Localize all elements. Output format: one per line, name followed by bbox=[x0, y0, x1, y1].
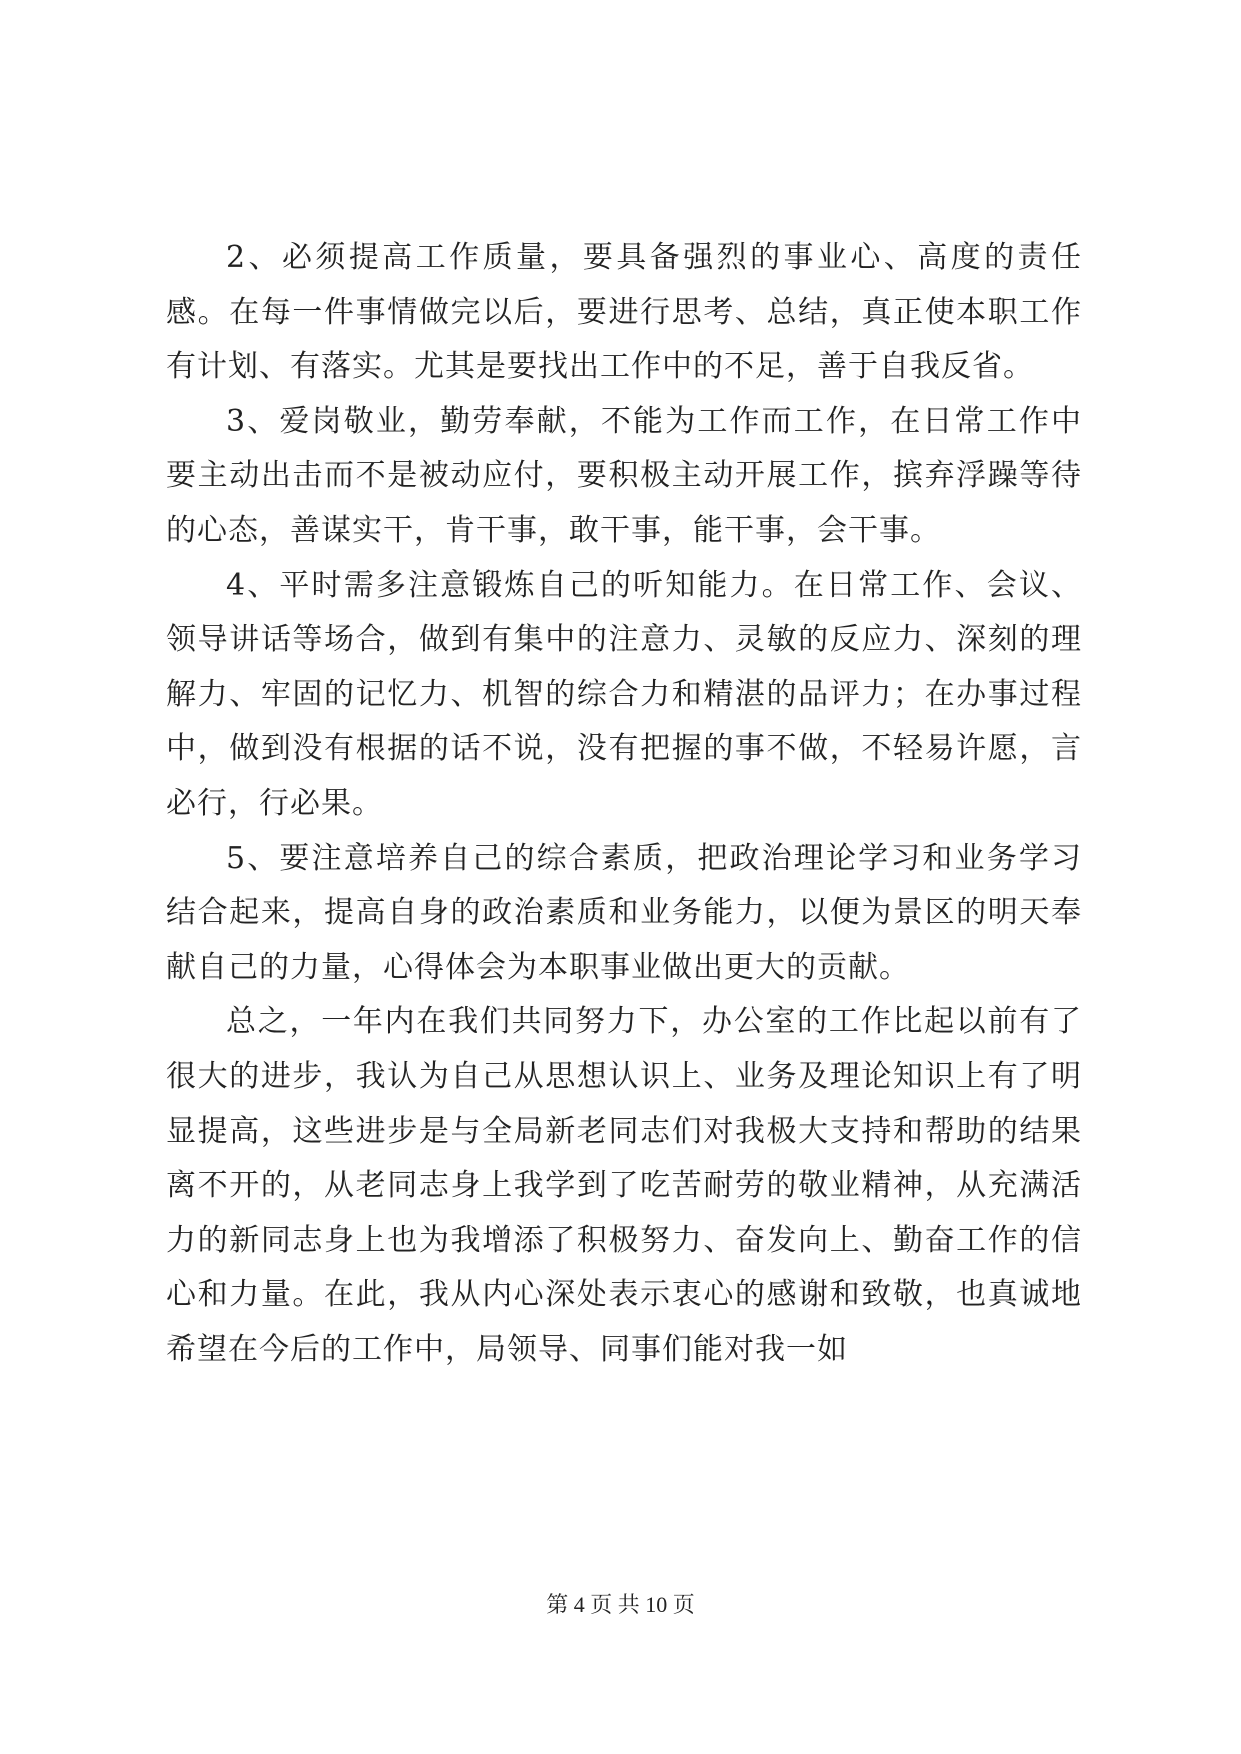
paragraph-item-2: 2、必须提高工作质量，要具备强烈的事业心、高度的责任感。在每一件事情做完以后，要进行思考、总结，真正使本职工作有计划、有落实。尤其是要找出工作中的不足，善于自我反省。 bbox=[166, 240, 1082, 385]
paragraph-summary: 总之，一年内在我们共同努力下，办公室的工作比起以前有了很大的进步，我认为自己从思想认识上、业务及理论知识上有了明显提高，这些进步是与全局新老同志们对我极大支持和帮助的结果离不开的，从老同志身上我学到了吃苦耐劳的敬业精神，从充满活力的新同志身上也为我增添了积极努力、奋发向上、勤奋工作的信心和力量。在此，我从内心深处表示衷心的感谢和致敬，也真诚地希望在今后的工作中，局领导、同事们能对我一如 bbox=[166, 1004, 1082, 1367]
page-number-footer: 第 4 页 共 10 页 bbox=[546, 1592, 695, 1617]
paragraph-item-3: 3、爱岗敬业，勤劳奉献，不能为工作而工作，在日常工作中要主动出击而不是被动应付，要积极主动开展工作，摈弃浮躁等待的心态，善谋实干，肯干事，敢干事，能干事，会干事。 bbox=[166, 403, 1082, 548]
paragraph-item-5: 5、要注意培养自己的综合素质，把政治理论学习和业务学习结合起来，提高自身的政治素质和业务能力，以便为景区的明天奉献自己的力量，心得体会为本职事业做出更大的贡献。 bbox=[166, 840, 1082, 985]
paragraph-item-4: 4、平时需多注意锻炼自己的听知能力。在日常工作、会议、领导讲话等场合，做到有集中的注意力、灵敏的反应力、深刻的理解力、牢固的记忆力、机智的综合力和精湛的品评力；在办事过程中，做到没有根据的话不说，没有把握的事不做，不轻易许愿，言必行，行必果。 bbox=[166, 567, 1082, 821]
document-body bbox=[166, 231, 1082, 1377]
